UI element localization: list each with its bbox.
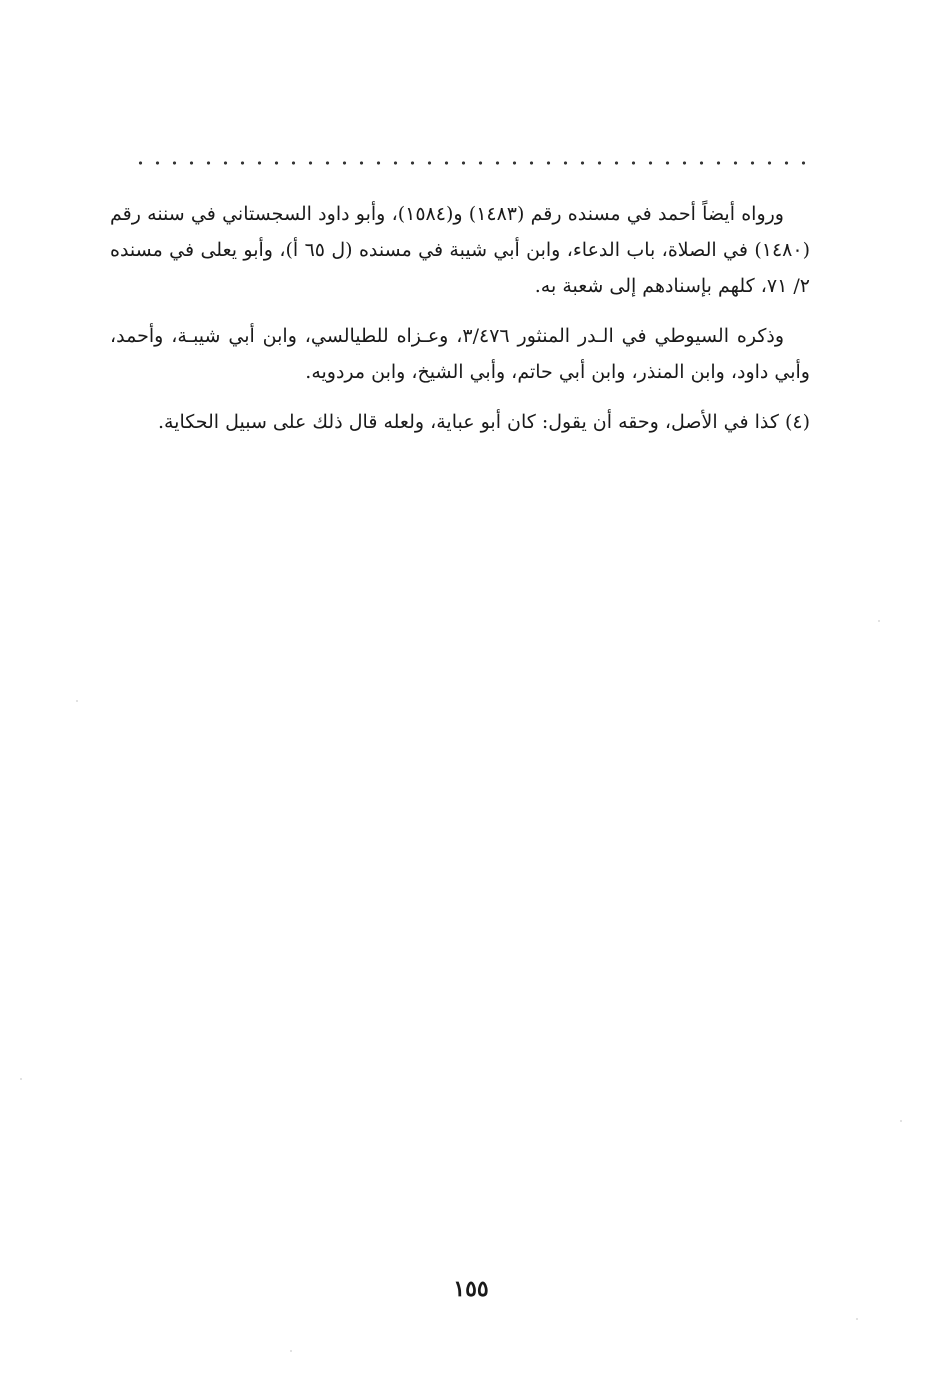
footnote-paragraph-1: ورواه أيضاً أحمد في مسنده رقم (١٤٨٣) و(١٥٨٤)، وأبو داود السجستاني في سننه رقم (١٤٨٠) في الصلاة، باب الدعاء، وابن أبي شيبة في مسنده (ل ٦٥ أ)، وأبو يعلى في مسنده ٢/ ٧١، كلهم بإسنادهم إلى شعبة به. xyxy=(110,203,810,297)
paper-speck xyxy=(900,1120,902,1122)
paper-speck xyxy=(76,700,78,702)
paper-speck xyxy=(20,1078,22,1080)
footnote-4: (٤) كذا في الأصل، وحقه أن يقول: كان أبو عباية، ولعله قال ذلك على سبيل الحكاية. xyxy=(157,411,810,433)
paper-speck xyxy=(856,1318,858,1320)
paper-speck xyxy=(290,1350,292,1352)
footnote-separator xyxy=(132,160,812,166)
page-number: ١٥٥ xyxy=(453,1276,489,1302)
footnotes-block xyxy=(110,196,810,454)
footnote-paragraph-2: وذكره السيوطي في الـدر المنثور ٣/٤٧٦، وعـزاه للطيالسي، وابن أبي شيبـة، وأحمد، وأبي داود، وابن المنذر، وابن أبي حاتم، وأبي الشيخ، وابن مردويه. xyxy=(110,325,810,383)
paper-speck xyxy=(878,620,880,622)
